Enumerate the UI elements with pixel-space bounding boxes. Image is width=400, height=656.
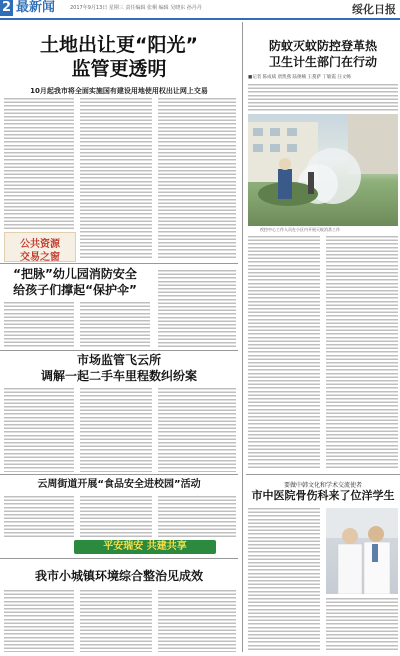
- kindergarten-title-line1: “把脉”幼儿园消防安全: [13, 267, 137, 281]
- land-title-line2: 监管更透明: [71, 58, 167, 80]
- doctors-illustration: [326, 508, 398, 594]
- promo-box: [4, 232, 76, 262]
- market-title-line2: 调解一起二手车里程数纠纷案: [40, 369, 197, 383]
- kindergarten-title-line2: 给孩子们撑起“保护伞”: [13, 283, 137, 297]
- market-title-line1: 市场监管飞云所: [76, 353, 161, 367]
- fogging-scene-illustration: [248, 114, 398, 226]
- divider: [0, 558, 238, 559]
- divider: [0, 474, 238, 475]
- food-title: 云周街道开展“食品安全进校园”活动: [37, 479, 201, 490]
- mosquito-title-line1: 防蚊灭蚊防控登革热: [268, 39, 377, 53]
- town-body-a: [4, 590, 74, 652]
- town-body-b: [80, 590, 152, 652]
- promo-line1: 公共资源: [20, 239, 60, 250]
- town-title: 我市小城镇环境综合整治见成效: [34, 569, 203, 583]
- divider: [246, 474, 400, 475]
- page-header: [0, 0, 400, 20]
- market-body-c: [158, 388, 236, 472]
- page-number: 2: [1, 0, 12, 15]
- promo-line2: 交易之窗: [20, 252, 60, 263]
- hospital-kicker: 要做中韩文化和学术交流使者: [283, 482, 362, 489]
- land-body-col1: [4, 98, 74, 230]
- land-body-col3: [158, 98, 236, 258]
- kindergarten-body-b: [80, 302, 150, 348]
- newspaper-logo: 绥化日报: [352, 3, 396, 16]
- kindergarten-body-a: [4, 302, 74, 348]
- divider: [0, 350, 238, 351]
- land-body-col2: [80, 98, 152, 258]
- mosquito-intro: [248, 84, 398, 112]
- mosquito-title-line2: 卫生计生部门在行动: [268, 55, 377, 69]
- food-body-c: [158, 496, 236, 538]
- column-divider: [242, 22, 243, 652]
- land-subtitle: 10月起我市将全面实施国有建设用地使用权出让网上交易: [30, 87, 208, 95]
- land-title-line1: 土地出让更“阳光”: [40, 34, 198, 56]
- safety-banner-text: 平安瑞安 共建共享: [103, 541, 187, 552]
- market-body-b: [80, 388, 152, 472]
- mosquito-photo-caption: 疾控中心工作人员在小区内开展灭蚊消杀工作: [260, 227, 340, 232]
- food-body-b: [80, 496, 152, 538]
- hospital-photo: [326, 508, 398, 594]
- market-body-a: [4, 388, 74, 472]
- mosquito-body-b: [326, 236, 398, 470]
- kindergarten-body-c: [158, 270, 236, 348]
- safety-banner: [74, 540, 216, 554]
- hospital-body-b: [326, 598, 398, 652]
- town-body-c: [158, 590, 236, 652]
- mosquito-photo: [248, 114, 398, 226]
- section-title: 最新闻: [16, 0, 56, 15]
- divider: [0, 263, 238, 264]
- issue-meta: 2017年9月13日 星期三 责任编辑 张桐 编辑 吴晓东 孙丹丹: [70, 5, 202, 11]
- mosquito-byline: ■记者 陈成斌 唐凯燕 陆俊楠 王蔓萨 丁敏霞 汪文畅: [248, 75, 351, 80]
- mosquito-body-a: [248, 236, 320, 470]
- food-body-a: [4, 496, 74, 538]
- hospital-body-a: [248, 508, 320, 652]
- hospital-title: 市中医院骨伤科来了位洋学生: [251, 489, 395, 502]
